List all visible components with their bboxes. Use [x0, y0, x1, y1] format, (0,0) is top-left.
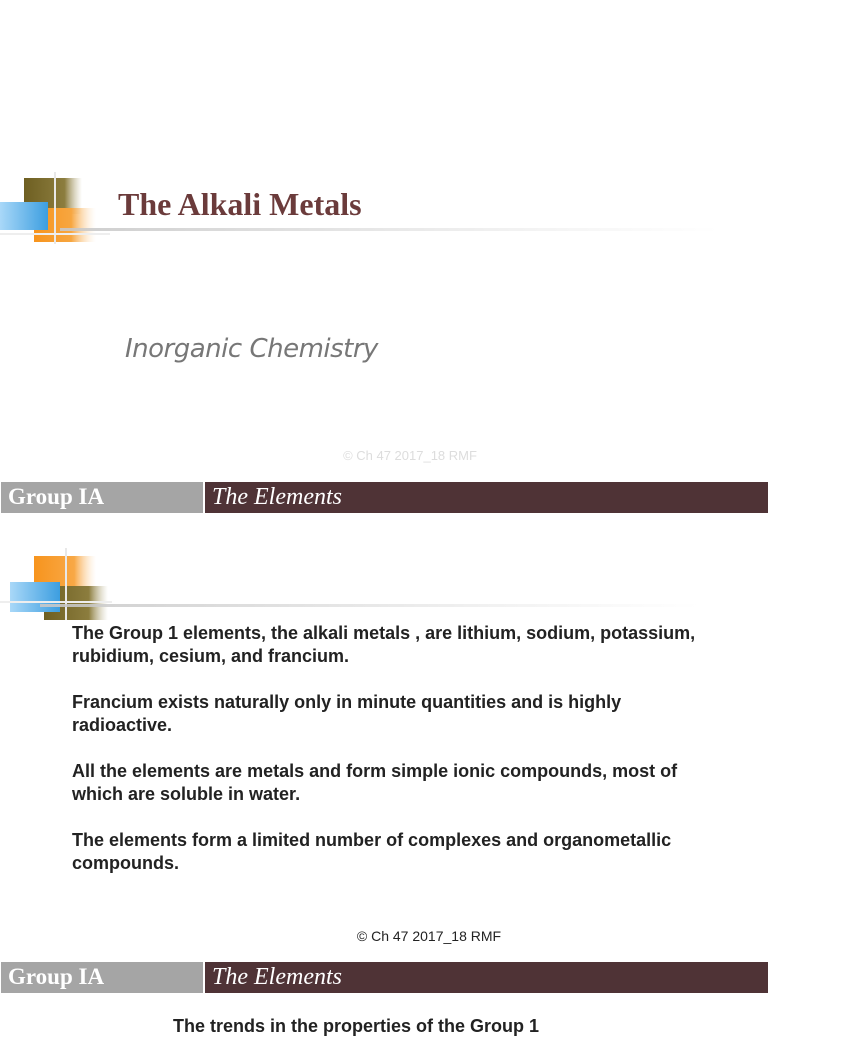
partial-body-text: The trends in the properties of the Group 1	[173, 1016, 540, 1036]
slide-title: The Alkali Metals	[118, 186, 362, 222]
copyright-footer: © Ch 47 2017_18 RMF	[356, 928, 502, 944]
title-underline	[60, 228, 720, 231]
slide-header-bar	[0, 482, 768, 514]
header-group-label: Group IA	[1, 962, 203, 993]
slide-body	[72, 622, 712, 898]
header-section-label: The Elements	[205, 482, 768, 513]
copyright-footer: © Ch 47 2017_18 RMF	[343, 448, 477, 463]
slide-header-bar	[0, 962, 768, 994]
next-slide-partial	[0, 994, 768, 1036]
title-slide	[0, 0, 768, 480]
slide-subtitle: Inorganic Chemistry	[125, 334, 378, 364]
slide-decoration-squares	[0, 548, 112, 620]
title-underline	[40, 604, 700, 607]
body-paragraph: The elements form a limited number of complexes and organometallic compounds.	[72, 830, 672, 873]
header-section-label: The Elements	[205, 962, 768, 993]
header-group-label: Group IA	[1, 482, 203, 513]
slide-decoration-squares	[0, 172, 110, 244]
content-slide	[0, 514, 768, 962]
body-paragraph: Francium exists naturally only in minute quantities and is highly radioactive.	[72, 692, 622, 735]
body-paragraph: The Group 1 elements, the alkali metals , are lithium, sodium, potassium, rubidium, cesium, and francium.	[72, 623, 696, 666]
body-paragraph: All the elements are metals and form simple ionic compounds, most of which are soluble in water.	[72, 761, 678, 804]
